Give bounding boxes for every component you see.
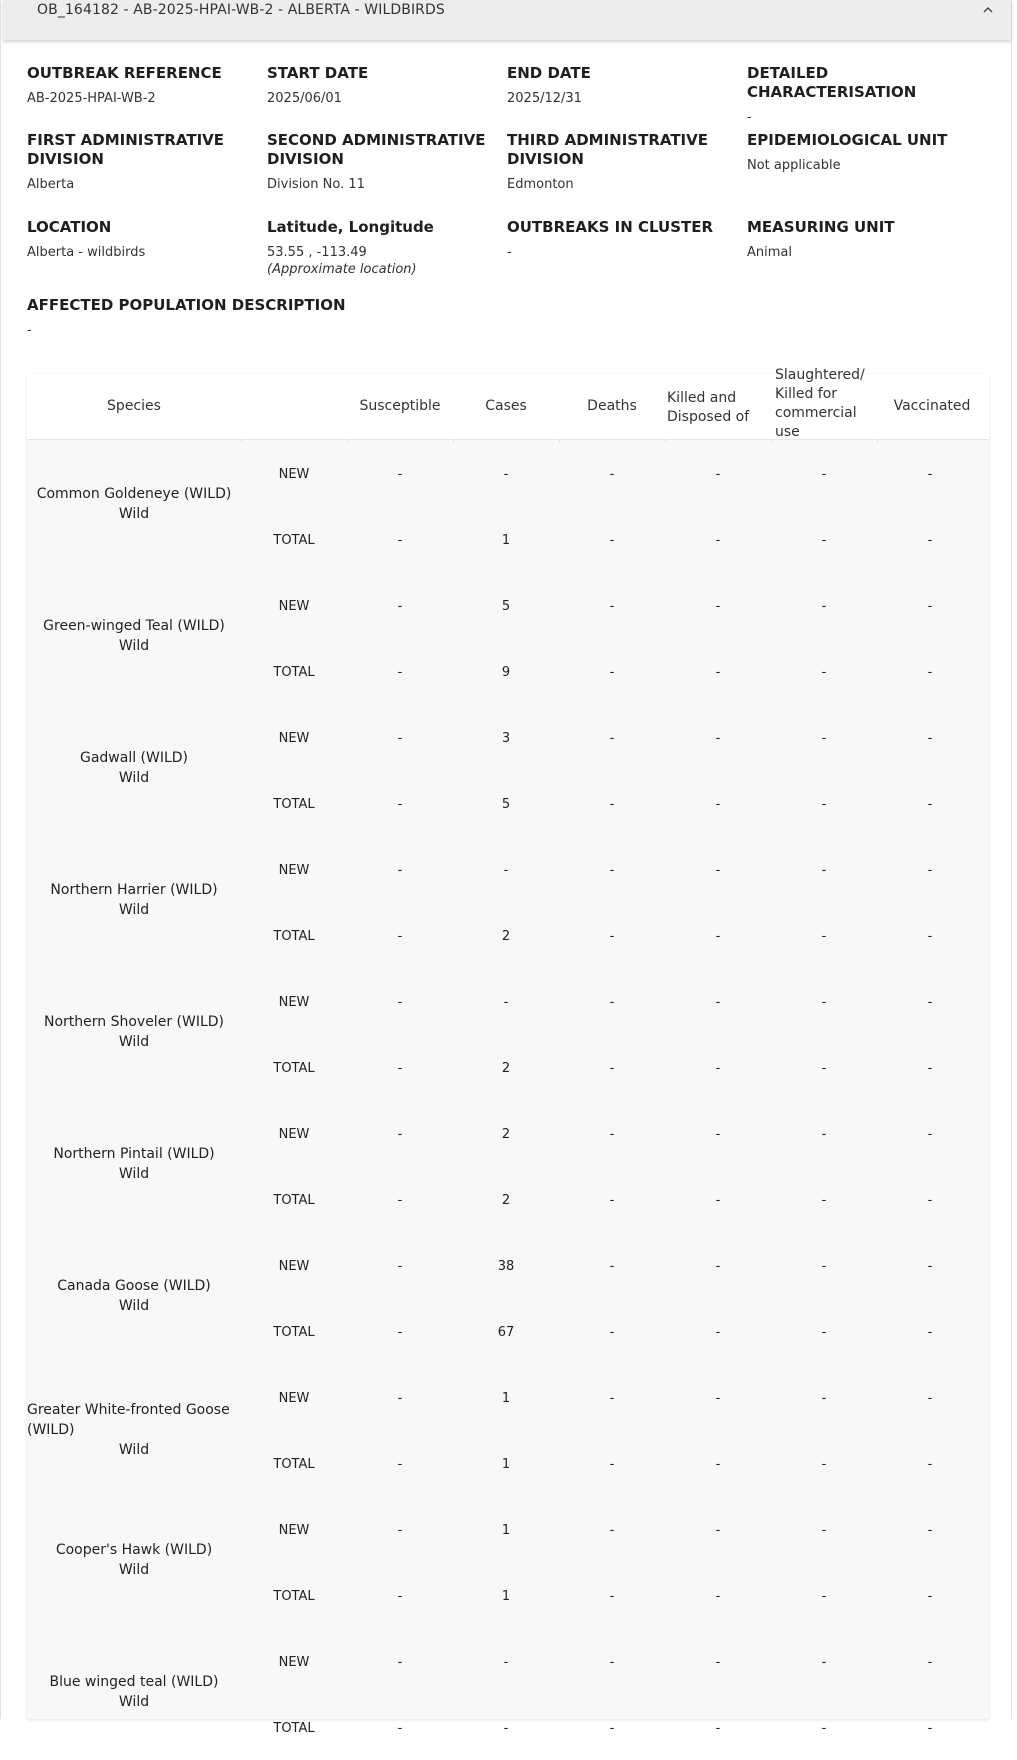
species-type: Wild: [118, 902, 150, 918]
row-label-new: NEW: [278, 863, 310, 878]
table-cell: -: [397, 599, 403, 614]
table-cell: -: [821, 797, 827, 812]
table-cell: -: [503, 467, 509, 482]
field-label: FIRST ADMINISTRATIVE DIVISION: [27, 131, 225, 168]
table-cell: -: [503, 863, 509, 878]
col-species: Species: [107, 398, 161, 414]
table-cell: -: [715, 1259, 721, 1274]
table-cell: -: [821, 995, 827, 1010]
field-third-admin-division: [507, 131, 737, 193]
table-cell: -: [927, 1589, 933, 1604]
field-value: -: [507, 245, 512, 260]
species-type: Wild: [118, 506, 150, 522]
table-cell: -: [927, 599, 933, 614]
table-cell: -: [927, 1259, 933, 1274]
field-outbreak-reference: [27, 64, 257, 107]
table-cell: -: [821, 533, 827, 548]
species-group: [27, 1100, 989, 1232]
species-label: Gadwall (WILD): [79, 750, 189, 766]
table-cell: -: [821, 1721, 827, 1736]
table-cell: -: [927, 1391, 933, 1406]
field-value: Alberta: [27, 177, 75, 192]
table-cell: 67: [497, 1325, 515, 1340]
field-value: Alberta - wildbirds: [27, 245, 146, 260]
field-location: [27, 218, 257, 261]
table-cell: -: [715, 665, 721, 680]
row-label-new: NEW: [278, 599, 310, 614]
species-label: Northern Shoveler (WILD): [43, 1014, 224, 1030]
field-label: AFFECTED POPULATION DESCRIPTION: [27, 296, 346, 314]
table-cell: -: [715, 797, 721, 812]
species-group: [27, 968, 989, 1100]
table-cell: -: [609, 1523, 615, 1538]
table-cell: -: [397, 1127, 403, 1142]
table-cell: -: [715, 1589, 721, 1604]
species-type: Wild: [118, 1562, 150, 1578]
table-cell: -: [503, 1655, 509, 1670]
field-value: Animal: [747, 245, 792, 260]
table-cell: -: [609, 1457, 615, 1472]
table-cell: -: [715, 1127, 721, 1142]
table-cell: -: [821, 731, 827, 746]
table-cell: -: [397, 533, 403, 548]
table-cell: 2: [501, 929, 511, 944]
field-first-admin-division: [27, 131, 257, 193]
row-label-new: NEW: [278, 467, 310, 482]
species-name: [27, 1540, 241, 1580]
table-cell: -: [821, 1259, 827, 1274]
table-cell: -: [927, 1325, 933, 1340]
species-type: Wild: [118, 638, 150, 654]
row-label-total: TOTAL: [273, 1061, 315, 1076]
field-label: OUTBREAKS IN CLUSTER: [507, 218, 714, 236]
field-value: Not applicable: [747, 158, 841, 173]
table-cell: -: [821, 1391, 827, 1406]
table-cell: -: [609, 1193, 615, 1208]
table-cell: 2: [501, 1127, 511, 1142]
table-header: [27, 367, 989, 440]
table-cell: -: [397, 1655, 403, 1670]
table-cell: -: [397, 1721, 403, 1736]
table-cell: -: [397, 1457, 403, 1472]
table-cell: -: [609, 1721, 615, 1736]
field-label: SECOND ADMINISTRATIVE DIVISION: [267, 131, 486, 168]
field-label: EPIDEMIOLOGICAL UNIT: [747, 131, 948, 149]
field-value: -: [747, 110, 752, 125]
field-label: Latitude, Longitude: [267, 218, 434, 236]
table-cell: -: [397, 863, 403, 878]
row-label-new: NEW: [278, 1655, 310, 1670]
table-cell: -: [397, 929, 403, 944]
species-label: Northern Pintail (WILD): [53, 1146, 215, 1162]
panel-title: OB_164182 - AB-2025-HPAI-WB-2 - ALBERTA - WILDBIRDS: [37, 2, 445, 18]
row-label-new: NEW: [278, 1391, 310, 1406]
table-cell: -: [609, 1589, 615, 1604]
field-label: THIRD ADMINISTRATIVE DIVISION: [507, 131, 708, 168]
col-deaths: Deaths: [587, 398, 637, 414]
table-cell: -: [609, 1127, 615, 1142]
species-type: Wild: [118, 1442, 150, 1458]
table-cell: -: [927, 929, 933, 944]
table-cell: -: [715, 1061, 721, 1076]
table-cell: -: [609, 467, 615, 482]
col-cases: Cases: [485, 398, 527, 414]
table-cell: -: [503, 995, 509, 1010]
col-vaccinated: Vaccinated: [893, 398, 971, 414]
row-label-total: TOTAL: [273, 797, 315, 812]
field-value: AB-2025-HPAI-WB-2: [27, 91, 156, 106]
table-cell: -: [715, 599, 721, 614]
table-cell: 2: [501, 1061, 511, 1076]
species-group: [27, 440, 989, 572]
table-cell: -: [609, 731, 615, 746]
field-label: LOCATION: [27, 218, 112, 236]
table-cell: 1: [501, 1391, 511, 1406]
table-cell: -: [715, 1655, 721, 1670]
col-killed-disposed: Killed and Disposed of: [667, 389, 750, 425]
table-cell: 3: [501, 731, 511, 746]
field-value: Edmonton: [507, 177, 574, 192]
table-cell: -: [821, 1193, 827, 1208]
table-cell: -: [715, 1523, 721, 1538]
species-label: Blue winged teal (WILD): [49, 1674, 219, 1690]
species-type: Wild: [118, 1694, 150, 1710]
row-label-total: TOTAL: [273, 533, 315, 548]
table-cell: -: [609, 1391, 615, 1406]
table-cell: -: [821, 1325, 827, 1340]
species-group: [27, 836, 989, 968]
species-group: [27, 704, 989, 836]
col-slaughtered: Slaughtered/ Killed for commercial use: [775, 367, 865, 440]
table-cell: -: [927, 665, 933, 680]
table-cell: -: [609, 1259, 615, 1274]
table-cell: -: [927, 533, 933, 548]
field-value: -: [27, 323, 32, 338]
table-cell: -: [715, 467, 721, 482]
species-group: [27, 1628, 989, 1760]
species-table: [27, 367, 989, 1736]
table-cell: -: [715, 1325, 721, 1340]
species-group: [27, 1496, 989, 1628]
table-cell: -: [715, 1721, 721, 1736]
table-cell: 1: [501, 1457, 511, 1472]
table-cell: -: [715, 731, 721, 746]
species-type: Wild: [118, 1298, 150, 1314]
table-cell: 1: [501, 1523, 511, 1538]
table-cell: -: [821, 599, 827, 614]
row-label-new: NEW: [278, 1523, 310, 1538]
field-start-date: [267, 64, 497, 107]
table-cell: -: [397, 1325, 403, 1340]
table-cell: 2: [501, 1193, 511, 1208]
row-label-new: NEW: [278, 1127, 310, 1142]
field-value: 2025/06/01: [267, 91, 342, 106]
species-label: Greater White-fronted Goose (WILD): [27, 1402, 230, 1438]
row-label-total: TOTAL: [273, 929, 315, 944]
table-cell: 38: [497, 1259, 515, 1274]
field-lat-long: [267, 218, 497, 278]
table-cell: -: [821, 467, 827, 482]
table-cell: -: [715, 1193, 721, 1208]
table-cell: -: [609, 533, 615, 548]
species-name: [27, 1012, 241, 1052]
row-label-total: TOTAL: [273, 1325, 315, 1340]
table-cell: -: [927, 1655, 933, 1670]
field-value: 53.55 , -113.49: [267, 245, 367, 260]
species-name: [27, 880, 241, 920]
species-name: [27, 1276, 241, 1316]
table-cell: -: [609, 863, 615, 878]
table-cell: -: [397, 1391, 403, 1406]
table-cell: -: [927, 1061, 933, 1076]
row-label-total: TOTAL: [273, 1589, 315, 1604]
row-label-new: NEW: [278, 1259, 310, 1274]
field-label: DETAILED CHARACTERISATION: [747, 64, 917, 101]
species-name: [27, 484, 241, 524]
table-cell: -: [927, 731, 933, 746]
species-name: [27, 748, 241, 788]
table-cell: -: [927, 995, 933, 1010]
table-cell: -: [609, 1061, 615, 1076]
table-cell: -: [609, 995, 615, 1010]
species-name: [27, 1400, 241, 1460]
table-cell: -: [609, 797, 615, 812]
species-name: [27, 1672, 241, 1712]
species-type: Wild: [118, 1034, 150, 1050]
field-outbreaks-in-cluster: [507, 218, 737, 261]
col-susceptible: Susceptible: [359, 398, 441, 414]
field-affected-population: [27, 296, 427, 339]
table-cell: -: [609, 599, 615, 614]
table-cell: -: [397, 665, 403, 680]
table-cell: -: [397, 1259, 403, 1274]
species-type: Wild: [118, 1166, 150, 1182]
table-cell: -: [821, 1061, 827, 1076]
field-label: START DATE: [267, 64, 369, 82]
field-value: Division No. 11: [267, 177, 365, 192]
field-epidemiological-unit: [747, 131, 997, 174]
field-value: 2025/12/31: [507, 91, 582, 106]
species-label: Canada Goose (WILD): [57, 1278, 211, 1294]
table-cell: -: [715, 1391, 721, 1406]
field-end-date: [507, 64, 737, 107]
table-cell: -: [397, 467, 403, 482]
species-name: [27, 616, 241, 656]
table-cell: -: [821, 1127, 827, 1142]
table-cell: 5: [501, 797, 511, 812]
row-label-new: NEW: [278, 731, 310, 746]
table-cell: -: [715, 863, 721, 878]
field-second-admin-division: [267, 131, 497, 193]
species-label: Green-winged Teal (WILD): [43, 618, 225, 634]
table-cell: -: [397, 995, 403, 1010]
species-group: [27, 1364, 989, 1496]
table-cell: -: [715, 929, 721, 944]
table-cell: -: [609, 929, 615, 944]
table-cell: 5: [501, 599, 511, 614]
table-cell: -: [609, 1325, 615, 1340]
table-cell: -: [503, 1721, 509, 1736]
table-cell: -: [821, 665, 827, 680]
row-label-total: TOTAL: [273, 1193, 315, 1208]
table-cell: -: [821, 929, 827, 944]
chevron-up-icon[interactable]: [983, 5, 993, 15]
table-cell: -: [927, 1193, 933, 1208]
table-cell: -: [715, 533, 721, 548]
species-group: [27, 1232, 989, 1364]
species-label: Cooper's Hawk (WILD): [55, 1542, 213, 1558]
table-cell: -: [609, 1655, 615, 1670]
table-cell: -: [397, 1523, 403, 1538]
table-cell: -: [927, 1127, 933, 1142]
table-cell: 9: [501, 665, 511, 680]
species-label: Common Goldeneye (WILD): [36, 486, 232, 502]
table-cell: -: [927, 1523, 933, 1538]
table-cell: 1: [501, 1589, 511, 1604]
table-cell: -: [397, 731, 403, 746]
table-cell: -: [821, 1523, 827, 1538]
field-label: END DATE: [507, 64, 591, 82]
table-cell: -: [821, 1655, 827, 1670]
row-label-total: TOTAL: [273, 665, 315, 680]
species-name: [27, 1144, 241, 1184]
table-cell: -: [927, 467, 933, 482]
field-measuring-unit: [747, 218, 997, 261]
field-detailed-characterisation: [747, 64, 997, 126]
table-cell: -: [927, 1457, 933, 1472]
table-cell: -: [821, 863, 827, 878]
table-cell: -: [609, 665, 615, 680]
approximate-location-note: (Approximate location): [267, 262, 417, 277]
table-cell: -: [927, 863, 933, 878]
table-cell: -: [927, 797, 933, 812]
row-label-total: TOTAL: [273, 1721, 315, 1736]
row-label-new: NEW: [278, 995, 310, 1010]
table-cell: -: [397, 1589, 403, 1604]
species-type: Wild: [118, 770, 150, 786]
field-label: MEASURING UNIT: [747, 218, 895, 236]
table-cell: -: [715, 995, 721, 1010]
row-label-total: TOTAL: [273, 1457, 315, 1472]
field-label: OUTBREAK REFERENCE: [27, 64, 222, 82]
table-cell: -: [397, 797, 403, 812]
table-cell: 1: [501, 533, 511, 548]
panel-header[interactable]: [3, 0, 1011, 40]
table-cell: -: [397, 1061, 403, 1076]
species-group: [27, 572, 989, 704]
table-cell: -: [821, 1589, 827, 1604]
species-label: Northern Harrier (WILD): [50, 882, 218, 898]
table-cell: -: [715, 1457, 721, 1472]
table-cell: -: [821, 1457, 827, 1472]
table-cell: -: [397, 1193, 403, 1208]
table-cell: -: [927, 1721, 933, 1736]
